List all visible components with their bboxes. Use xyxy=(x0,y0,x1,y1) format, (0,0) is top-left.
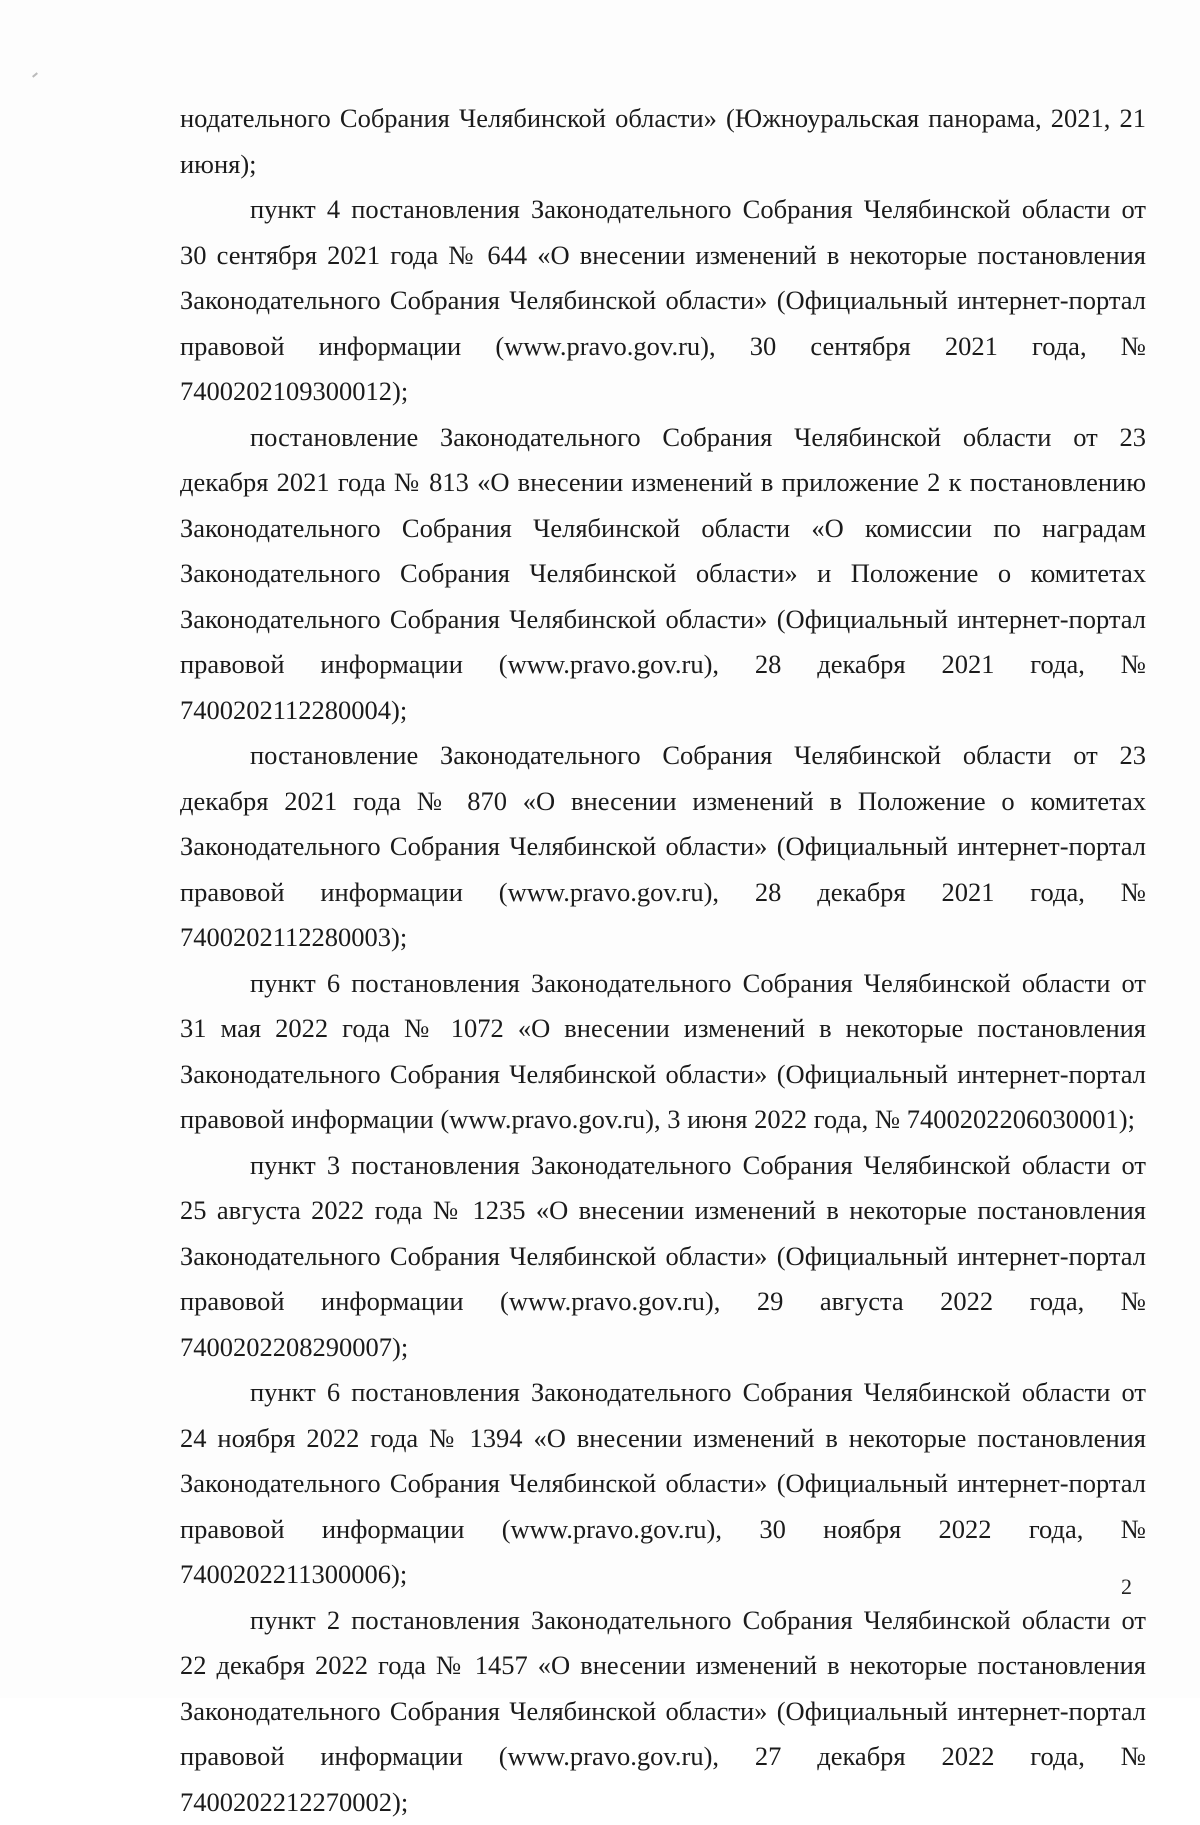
paragraph-item: пункт 2 постановления Законодательного Собрания Челябинской области от 22 декабря 2022 года № 1457 «О внесении изменений в некоторые постановления Законодательного Собрания Челябинской области» (Официальный интернет-портал правовой информации (www.pravo.gov.ru), 27 декабря 2022 года, № 7400202212270002); xyxy=(180,1598,1146,1825)
paragraph-item: постановление Законодательного Собрания Челябинской области от 23 декабря 2021 года № 813 «О внесении изменений в приложение 2 к постановлению Законодательного Собрания Челябинской области «О комиссии по наградам Законодательного Собрания Челябинской области» и Положение о комитетах Законодательного Собрания Челябинской области» (Официальный интернет-портал правовой информации (www.pravo.gov.ru), 28 декабря 2021 года, № 7400202112280004); xyxy=(180,415,1146,734)
paragraph-item: пункт 6 постановления Законодательного Собрания Челябинской области от 31 мая 2022 года № 1072 «О внесении изменений в некоторые постановления Законодательного Собрания Челябинской области» (Официальный интернет-портал правовой информации (www.pravo.gov.ru), 3 июня 2022 года, № 7400202206030001); xyxy=(180,961,1146,1143)
document-body xyxy=(180,96,1146,1825)
paragraph-item: постановление Законодательного Собрания Челябинской области от 23 декабря 2021 года № 870 «О внесении изменений в Положение о комитетах Законодательного Собрания Челябинской области» (Официальный интернет-портал правовой информации (www.pravo.gov.ru), 28 декабря 2021 года, № 7400202112280003); xyxy=(180,733,1146,961)
paragraph-item: пункт 3 постановления Законодательного Собрания Челябинской области от 25 августа 2022 года № 1235 «О внесении изменений в некоторые постановления Законодательного Собрания Челябинской области» (Официальный интернет-портал правовой информации (www.pravo.gov.ru), 29 августа 2022 года, № 7400202208290007); xyxy=(180,1143,1146,1371)
paragraph-continuation: нодательного Собрания Челябинской области» (Южноуральская панорама, 2021, 21 июня); xyxy=(180,96,1146,187)
scan-speck xyxy=(32,72,38,77)
paragraph-item: пункт 4 постановления Законодательного Собрания Челябинской области от 30 сентября 2021 года № 644 «О внесении изменений в некоторые постановления Законодательного Собрания Челябинской области» (Официальный интернет-портал правовой информации (www.pravo.gov.ru), 30 сентября 2021 года, № 7400202109300012); xyxy=(180,187,1146,415)
page-number: 2 xyxy=(1121,1574,1132,1600)
paragraph-item: пункт 6 постановления Законодательного Собрания Челябинской области от 24 ноября 2022 года № 1394 «О внесении изменений в некоторые постановления Законодательного Собрания Челябинской области» (Официальный интернет-портал правовой информации (www.pravo.gov.ru), 30 ноября 2022 года, № 7400202211300006); xyxy=(180,1370,1146,1598)
